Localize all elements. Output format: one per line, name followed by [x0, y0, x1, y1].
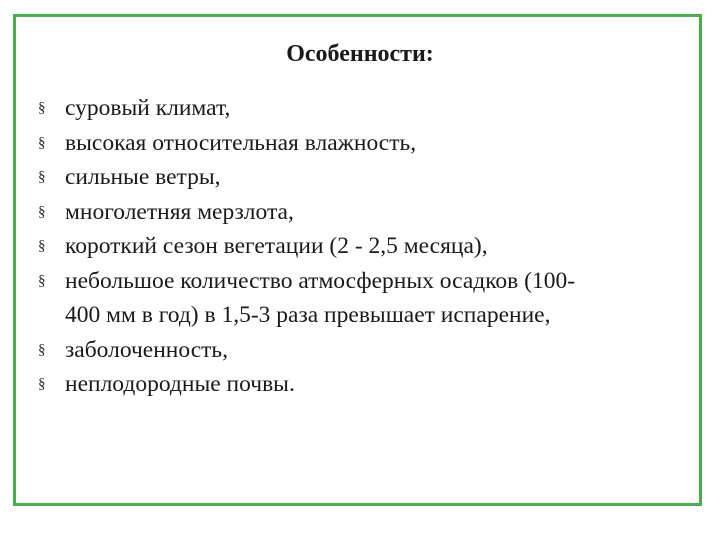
list-item-text: высокая относительная влажность, [65, 129, 417, 156]
list-item [38, 264, 678, 333]
section-sign-bullet-icon: § [38, 100, 46, 116]
list-item-text: неплодородные почвы. [65, 371, 295, 397]
section-sign-bullet-icon: § [38, 203, 46, 220]
section-sign-bullet-icon: § [38, 134, 46, 151]
list-item [38, 367, 678, 402]
list-item-text: заболоченность, [65, 336, 229, 363]
list-item-text: сильные ветры, [65, 164, 221, 190]
list-item [38, 195, 678, 230]
section-sign-bullet-icon: § [38, 238, 46, 254]
features-list [38, 91, 678, 402]
list-item-text: многолетняя мерзлота, [65, 198, 294, 225]
list-item [38, 160, 678, 195]
list-item [38, 126, 678, 161]
list-item-text-continued: 400 мм в год) в 1,5-3 раза превышает испарение, [65, 302, 551, 328]
slide-heading: Особенности: [286, 41, 434, 67]
section-sign-bullet-icon: § [38, 341, 46, 358]
section-sign-bullet-icon: § [38, 272, 46, 289]
list-item [38, 333, 678, 368]
section-sign-bullet-icon: § [38, 169, 46, 185]
list-item [38, 91, 678, 126]
list-item [38, 229, 678, 264]
list-item-text: небольшое количество атмосферных осадков (100- [65, 267, 576, 294]
list-item-text: короткий сезон вегетации (2 - 2,5 месяца), [65, 233, 488, 259]
list-item-text: суровый климат, [65, 95, 231, 121]
section-sign-bullet-icon: § [38, 376, 46, 392]
